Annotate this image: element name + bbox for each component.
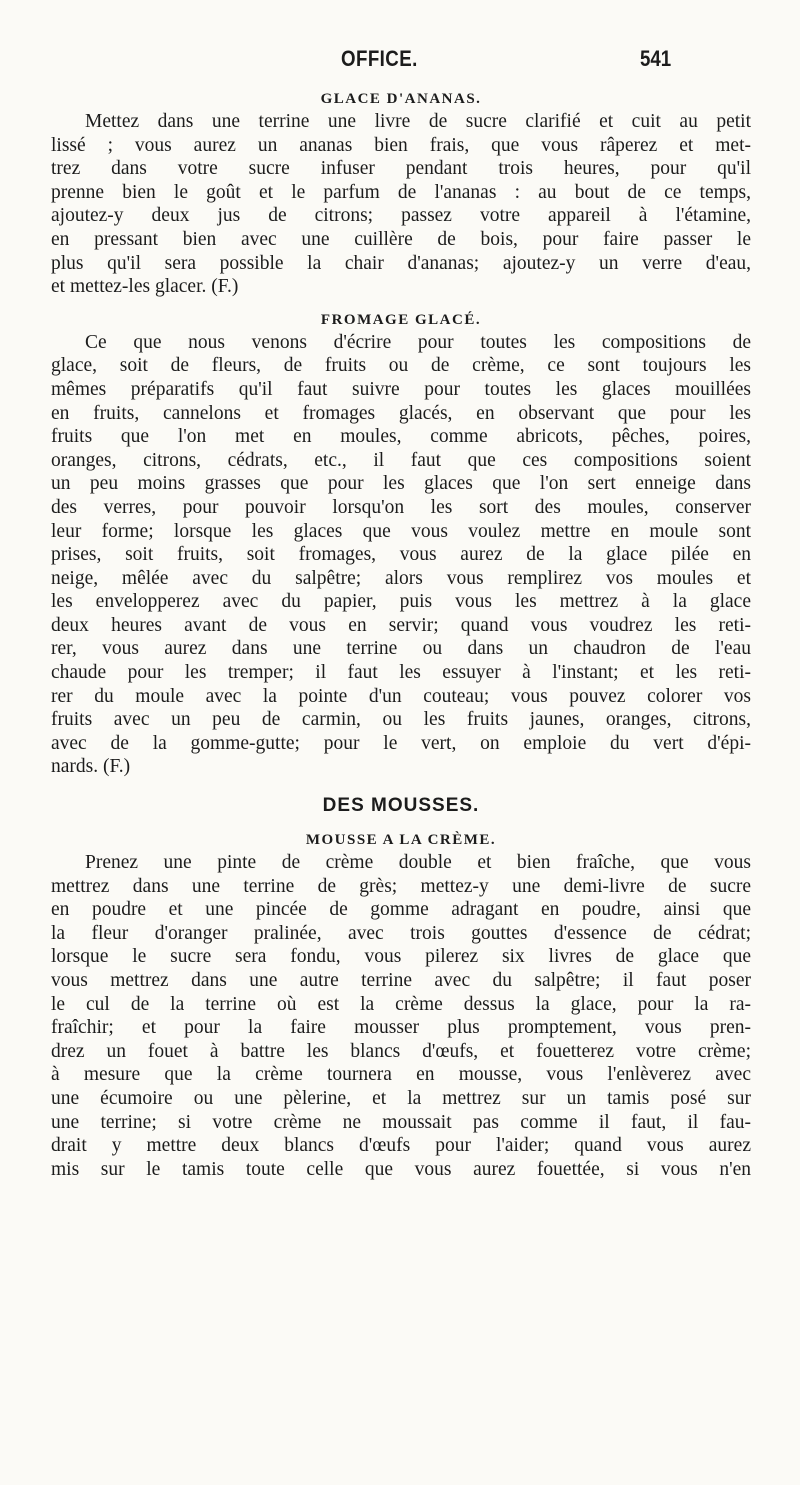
- text-line: Prenez une pinte de crème double et bien fraîche, que vous: [85, 852, 751, 874]
- section-heading-fromage-glace: FROMAGE GLACÉ.: [320, 311, 482, 328]
- text-line: en pressant bien avec une cuillère de bois, pour faire passer le: [51, 228, 751, 250]
- text-line: fraîchir; et pour la faire mousser plus promptement, vous pren-: [51, 1017, 751, 1039]
- page-header: [0, 46, 800, 78]
- section-heading-glace-ananas: GLACE D'ANANAS.: [320, 91, 482, 107]
- text-line: ajoutez-y deux jus de citrons; passez votre appareil à l'étamine,: [51, 205, 751, 227]
- text-line: oranges, citrons, cédrats, etc., il faut que ces compositions soient: [51, 449, 751, 471]
- text-line: mis sur le tamis toute celle que vous aurez fouettée, si vous n'en: [51, 1158, 751, 1180]
- text-line: drez un fouet à battre les blancs d'œufs, et fouetterez votre crème;: [51, 1040, 751, 1062]
- paragraph-fromage-glace: [51, 331, 751, 779]
- text-line: prenne bien le goût et le parfum de l'ananas : au bout de ce temps,: [51, 181, 751, 203]
- text-line: des verres, pour pouvoir lorsqu'on les sort des moules, conserver: [51, 496, 751, 518]
- text-line: deux heures avant de vous en servir; quand vous voudrez les reti-: [51, 614, 751, 636]
- text-line: un peu moins grasses que pour les glaces que l'on sert enneige dans: [51, 473, 751, 495]
- text-line: mettrez dans une terrine de grès; mettez-y une demi-livre de sucre: [51, 875, 751, 897]
- text-line: glace, soit de fleurs, de fruits ou de crème, ce sont toujours les: [51, 355, 751, 377]
- running-title: OFFICE.: [341, 46, 418, 71]
- text-line: drait y mettre deux blancs d'œufs pour l'aider; quand vous aurez: [51, 1135, 751, 1157]
- text-line: trez dans votre sucre infuser pendant trois heures, pour qu'il: [51, 158, 751, 180]
- text-line: les envelopperez avec du papier, puis vous les mettrez à la glace: [51, 591, 751, 613]
- text-line: rer du moule avec la pointe d'un couteau; vous pouvez colorer vos: [51, 685, 751, 707]
- chapter-heading-des-mousses: DES MOUSSES.: [322, 795, 480, 817]
- text-line: plus qu'il sera possible la chair d'ananas; ajoutez-y un verre d'eau,: [51, 252, 751, 274]
- text-line: le cul de la terrine où est la crème dessus la glace, pour la ra-: [51, 993, 751, 1015]
- text-line: lorsque le sucre sera fondu, vous pilerez six livres de glace que: [51, 946, 751, 968]
- text-line: Mettez dans une terrine une livre de sucre clarifié et cuit au petit: [85, 111, 751, 132]
- text-line: Ce que nous venons d'écrire pour toutes les compositions de: [85, 331, 751, 353]
- text-line: prises, soit fruits, soit fromages, vous aurez de la glace pilée en: [51, 544, 751, 566]
- section-heading-mousse-creme: MOUSSE A LA CRÈME.: [305, 832, 497, 849]
- text-line: neige, mêlée avec du salpêtre; alors vous remplirez vos moules et: [51, 567, 751, 589]
- text-line: mêmes préparatifs qu'il faut suivre pour toutes les glaces mouillées: [51, 378, 751, 400]
- text-line: une écumoire ou une pèlerine, et la mettrez sur un tamis posé sur: [51, 1087, 751, 1109]
- text-line: chaude pour les tremper; il faut les essuyer à l'instant; et les reti-: [51, 662, 751, 684]
- text-line: lissé ; vous aurez un ananas bien frais, que vous râperez et met-: [51, 134, 751, 156]
- text-line: une terrine; si votre crème ne moussait pas comme il faut, il fau-: [51, 1111, 751, 1133]
- text-line: en fruits, cannelons et fromages glacés, en observant que pour les: [51, 402, 751, 424]
- text-line: leur forme; lorsque les glaces que vous voulez mettre en moule sont: [51, 520, 751, 542]
- text-line: avec de la gomme-gutte; pour le vert, on emploie du vert d'épi-: [51, 732, 751, 754]
- page-number: 541: [640, 46, 672, 71]
- text-column: [51, 88, 751, 1181]
- paragraph-glace-ananas: [51, 110, 751, 299]
- paragraph-mousse-creme: [51, 851, 751, 1181]
- text-line: et mettez-les glacer. (F.): [51, 276, 239, 298]
- text-line: vous mettrez dans une autre terrine avec du salpêtre; il faut poser: [51, 970, 751, 991]
- text-line: la fleur d'oranger pralinée, avec trois gouttes d'essence de cédrat;: [51, 922, 751, 944]
- text-line: fruits avec un peu de carmin, ou les fruits jaunes, oranges, citrons,: [51, 709, 751, 731]
- text-line: nards. (F.): [51, 756, 131, 778]
- text-line: en poudre et une pincée de gomme adragant en poudre, ainsi que: [51, 899, 751, 921]
- text-line: à mesure que la crème tournera en mousse, vous l'enlèverez avec: [51, 1064, 751, 1086]
- text-line: fruits que l'on met en moules, comme abricots, pêches, poires,: [51, 426, 751, 448]
- text-line: rer, vous aurez dans une terrine ou dans un chaudron de l'eau: [51, 638, 751, 660]
